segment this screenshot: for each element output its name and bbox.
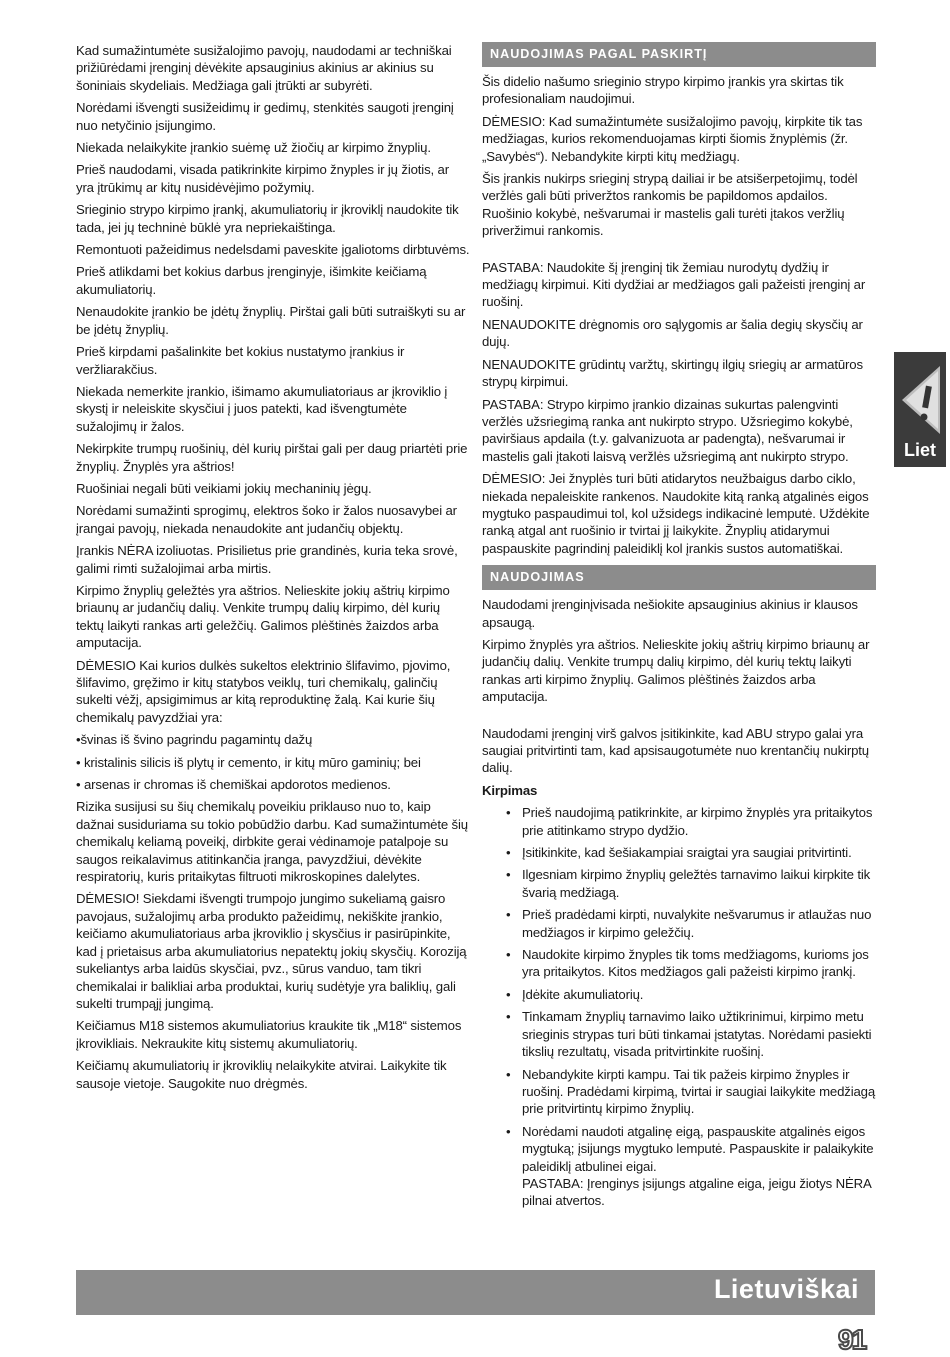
paragraph: DĖMESIO: Kad sumažintumėte susižalojimo pavojų, kirpkite tik tas medžiagas, kurios rekomenduojamas kirpti šiomis žnyplėmis (žr. „Savybės“). Nebandykite kirpti kitų medžiagų. — [482, 113, 863, 164]
paragraph: PASTABA: Strypo kirpimo įrankio dizainas sukurtas palengvinti veržlės užsriegimą ranka ant nukirpto strypo. Užsriegimo kokybė, paviršiaus apdaila (t.y. galvanizuota ar padengta), nešvarumai ir mastelis gali įtakoti laisvą veržlės užsriegimą ant nukirpto strypo. — [482, 396, 853, 464]
subheading: Kirpimas — [482, 782, 538, 798]
paragraph: Srieginio strypo kirpimo įrankį, akumuliatorių ir įkroviklį naudokite tik tada, jei jų techninė būklė yra nepriekaištinga. — [76, 202, 459, 235]
note-text: PASTABA: Įrenginys įsijungs atgaline eiga, jeigu žiotys NĖRA pilnai atvertos. — [522, 1175, 871, 1209]
footer-bar — [76, 1270, 875, 1315]
list-item: •švinas iš švino pagrindu pagamintų dažų — [76, 732, 313, 748]
paragraph: Nekirpkite trumpų ruošinių, dėl kurių pirštai gali per daug priartėti prie žnyplių. Žnyplės yra aštrios! — [76, 441, 468, 474]
paragraph: Naudodami įrenginįvisada nešiokite apsauginius akinius ir klausos apsaugą. — [482, 597, 858, 630]
list-item: • Prieš naudojimą patikrinkite, ar kirpimo žnyplės yra pritaikytos prie atitinkamo strypo dydžio. — [522, 804, 876, 839]
paragraph: Remontuoti pažeidimus nedelsdami paveskite įgaliotoms dirbtuvėms. — [76, 242, 470, 258]
paragraph: Kirpimo žnyplės yra aštrios. Nelieskite jokių aštrių kirpimo briaunų ar judančių dalių. Venkite trumpų dalių kirpimo, dėl kurių tektų laikyti rankas arti kirpimo žnyplių. Galimos plėštinės žaizdos arba amputacija. — [482, 636, 870, 705]
bullet-list — [502, 804, 876, 1210]
paragraph: Keičiamus M18 sistemos akumuliatorius kraukite tik „M18“ sistemos įkrovikliais. Nekraukite kitų sistemų akumuliatorių. — [76, 1018, 462, 1051]
section-heading: NAUDOJIMAS — [482, 565, 876, 590]
list-item-text: Norėdami naudoti atgalinę eigą, paspauskite atgalinės eigos mygtuką; įsijungs mygtuko lemputė. Paspauskite ir palaikykite paleidiklį atbulinei eigai. — [522, 1123, 874, 1174]
paragraph: Norėdami sumažinti sprogimų, elektros šoko ir žalos nuosavybei ar įrangai pavojų, niekada nenaudokite ant judančių objektų. — [76, 503, 457, 536]
paragraph: Naudodami įrenginį virš galvos įsitikinkite, kad ABU strypo galai yra saugiai pritvirtinti tam, kad apsisaugotumėte nuo krentančių nukirptų dalių. — [482, 725, 869, 776]
section-heading: NAUDOJIMAS PAGAL PASKIRTĮ — [482, 42, 876, 67]
spacer — [482, 245, 876, 259]
paragraph: DĖMESIO! Siekdami išvengti trumpojo jungimo sukeliamą gaisro pavojaus, sužalojimų arba produkto pažeidimų, nekiškite įrankio, keičiamo akumuliatoriaus arba įkroviklio į skysčius ir pasirūpinkite, kad į prietaisus arba akumuliatorius nepatektų jokių skysčių. Koroziją sukeliantys arba laidūs skysčiai, pvz., sūrus vanduo, tam tikri chemikalai ir balikliai arba produktai, kurių sudėtyje yra baliklių, gali sukelti trumpąjį jungimą. — [76, 891, 467, 1011]
paragraph: Įrankis NĖRA izoliuotas. Prisilietus prie grandinės, kuria teka srovė, galimi rimti sužalojimai arba mirtis. — [76, 543, 458, 576]
paragraph: Prieš atlikdami bet kokius darbus įrenginyje, išimkite keičiamą akumuliatorių. — [76, 264, 427, 297]
paragraph: Šis įrankis nukirps srieginį strypą dailiai ir be atsišerpetojimų, todėl veržlės gali būti priveržtos rankomis be papildomos apdailos. Ruošinio kokybė, nešvarumai ir mastelis gali turėti įtakos veržlių priveržimui rankomis. — [482, 171, 858, 239]
list-item — [522, 1123, 876, 1210]
paragraph: Prieš kirpdami pašalinkite bet kokius nustatymo įrankius ir veržliarakčius. — [76, 344, 405, 377]
paragraph: Niekada nelaikykite įrankio suėmę už žiočių ar kirpimo žnyplių. — [76, 140, 431, 156]
warning-icon — [900, 360, 940, 436]
paragraph: NENAUDOKITE drėgnomis oro sąlygomis ar šalia degių skysčių ar dujų. — [482, 316, 863, 350]
list-item: • Įdėkite akumuliatorių. — [522, 986, 876, 1003]
list-item: • Įsitikinkite, kad šešiakampiai sraigtai yra saugiai pritvirtinti. — [522, 844, 876, 861]
paragraph: Kirpimo žnyplių geležtės yra aštrios. Nelieskite jokių aštrių kirpimo briaunų ar judančių dalių. Venkite trumpų dalių kirpimo, dėl kurių tektų laikyti rankas arti geležčių. Galimos plėštinės žaizdos arba amputacija. — [76, 582, 450, 651]
list-item: • Tinkamam žnyplių tarnavimo laiko užtikrinimui, kirpimo metu srieginis strypas turi būti tinkamai įstatytas. Norėdami pasiekti tikslių rezultatų, visada pritvirtinkite ruošinį. — [522, 1008, 876, 1060]
paragraph: Ruošiniai negali būti veikiami jokių mechaninių jėgų. — [76, 480, 372, 496]
paragraph: DĖMESIO Kai kurios dulkės sukeltos elektrinio šlifavimo, pjovimo, šlifavimo, gręžimo ir kitų statybos veiklų, turi chemikalų, galinčių sukelti vėžį, apsigimimus ar kitą reproduktinę žalą. Kai kurie šių chemikalų pavyzdžiai yra: — [76, 657, 451, 725]
paragraph: NENAUDOKITE grūdintų varžtų, skirtingų ilgių sriegių ar armatūros strypų kirpimui. — [482, 356, 863, 390]
page-number: 91 — [838, 1324, 866, 1355]
right-column — [482, 42, 876, 1215]
language-tab — [894, 352, 946, 467]
spacer — [482, 711, 876, 725]
tab-label: Liet — [903, 440, 936, 460]
list-item: • Prieš pradėdami kirpti, nuvalykite nešvarumus ir atlaužas nuo medžiagos ir kirpimo geležčių. — [522, 906, 876, 941]
list-item: • Ilgesniam kirpimo žnyplių geležtės tarnavimo laikui kirpkite tik švarią medžiagą. — [522, 866, 876, 901]
paragraph: Nenaudokite įrankio be įdėtų žnyplių. Pirštai gali būti sutraiškyti su ar be įdėtų žnyplių. — [76, 304, 466, 337]
paragraph: Rizika susijusi su šių chemikalų poveikiu priklauso nuo to, kaip dažnai susiduriama su tokio pobūdžio darbu. Kad sumažintumėte šių chemikalų keliamą poveikį, dirbkite gerai vėdinamoje patalpoje su saugos reikalavimus atitinkančia įranga, pavyzdžiui, dėvėkite respiratorių, kuris pritaikytas filtruoti mikroskopines dalelytes. — [76, 799, 468, 885]
paragraph: Niekada nemerkite įrankio, išimamo akumuliatoriaus ar įkroviklio į skystį ir neleiskite skysčiui į juos patekti, kad išvengtumėte sužalojimų ir žalos. — [76, 383, 448, 434]
paragraph: DĖMESIO: Jei žnyplės turi būti atidarytos neužbaigus darbo ciklo, niekada nepaleiskite rankenos. Naudokite kitą ranką atgalinės eigos mygtuko paspaudimui tol, kol užsidegs indikacinė lemputė. Uždėkite ranką atgal ant ruošinio ir tvirtai jį laikykite. Žnyplių atidarymui paspauskite pagrindinį paleidiklį kol įrankis sustos automatiškai. — [482, 471, 870, 556]
paragraph: PASTABA: Naudokite šį įrenginį tik žemiau nurodytų dydžių ir medžiagų kirpimui. Kiti dydžiai ar medžiagos gali pažeisti įrenginį ar ruošinį. — [482, 259, 866, 310]
paragraph: Norėdami išvengti susižeidimų ir gedimų, stenkitės saugoti įrenginį nuo netyčinio įsijungimo. — [76, 100, 454, 133]
list-item: • arsenas ir chromas iš chemiškai apdorotos medienos. — [76, 777, 391, 793]
paragraph: Keičiamų akumuliatorių ir įkroviklių nelaikykite atvirai. Laikykite tik sausoje vietoje. Saugokite nuo drėgmės. — [76, 1058, 447, 1091]
list-item: • Nebandykite kirpti kampu. Tai tik pažeis kirpimo žnyples ir ruošinį. Pradėdami kirpimą, tvirtai ir saugiai laikykite medžiagą prie pritvirtintų kirpimo žnyplių. — [522, 1066, 876, 1118]
list-item: • kristalinis silicis iš plytų ir cemento, ir kitų mūro gaminių; bei — [76, 754, 421, 770]
left-column — [76, 42, 470, 1097]
language-title: Lietuviškai — [713, 1274, 859, 1304]
paragraph: Šis didelio našumo srieginio strypo kirpimo įrankis yra skirtas tik profesionaliam naudojimui. — [482, 74, 844, 107]
paragraph: Kad sumažintumėte susižalojimo pavojų, naudodami ar techniškai prižiūrėdami įrenginį dėvėkite apsauginius akinius ar akinius su šoniniais skydeliais. Medžiaga gali įtrūkti ar subyrėti. — [76, 43, 452, 93]
paragraph: Prieš naudodami, visada patikrinkite kirpimo žnyples ir jų žiotis, ar yra įtrūkimų ar kitų nusidėvėjimo požymių. — [76, 162, 449, 195]
list-item: • Naudokite kirpimo žnyples tik toms medžiagoms, kurioms jos yra pritaikytos. Kitos medžiagos gali pažeisti kirpimo įrankį. — [522, 946, 876, 981]
